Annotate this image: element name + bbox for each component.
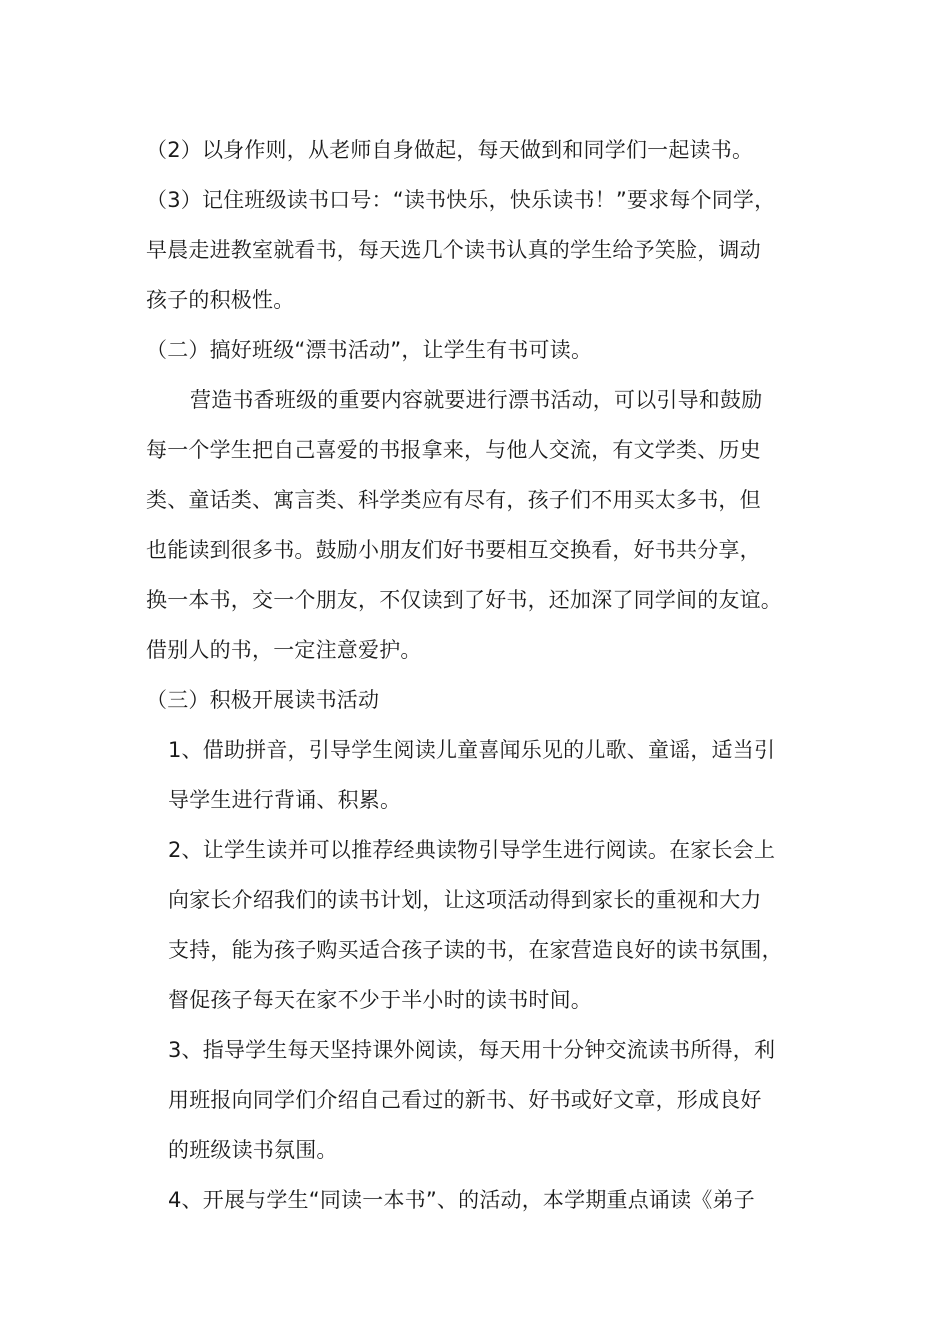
text-line: （3）记住班级读书口号：“读书快乐，快乐读书！”要求每个同学， [146,188,776,212]
list-item-line: 1、借助拼音，引导学生阅读儿童喜闻乐见的儿歌、童谣，适当引 [168,738,776,762]
list-item-line: 4、开展与学生“同读一本书”、的活动，本学期重点诵读《弟子 [168,1188,755,1212]
list-item-line: 用班报向同学们介绍自己看过的新书、好书或好文章，形成良好 [168,1088,762,1112]
text-line: 营造书香班级的重要内容就要进行漂书活动，可以引导和鼓励 [190,388,763,412]
section-heading: （二）搞好班级“漂书活动”，让学生有书可读。 [146,338,593,362]
list-item-line: 2、让学生读并可以推荐经典读物引导学生进行阅读。在家长会上 [168,838,776,862]
text-line: 每一个学生把自己喜爱的书报拿来，与他人交流，有文学类、历史 [146,438,761,462]
list-item-line: 向家长介绍我们的读书计划，让这项活动得到家长的重视和大力 [168,888,762,912]
list-item-line: 3、指导学生每天坚持课外阅读，每天用十分钟交流读书所得，利 [168,1038,776,1062]
text-line: 类、童话类、寓言类、科学类应有尽有，孩子们不用买太多书，但 [146,488,761,512]
list-item-line: 的班级读书氛围。 [168,1138,338,1162]
text-line: 早晨走进教室就看书，每天选几个读书认真的学生给予笑脸，调动 [146,238,761,262]
text-line: 孩子的积极性。 [146,288,295,312]
list-item-line: 督促孩子每天在家不少于半小时的读书时间。 [168,988,592,1012]
list-item-line: 支持，能为孩子购买适合孩子读的书，在家营造良好的读书氛围， [168,938,783,962]
text-line: 换一本书，交一个朋友，不仅读到了好书，还加深了同学间的友谊。 [146,588,782,612]
text-line: （2）以身作则，从老师自身做起，每天做到和同学们一起读书。 [146,138,754,162]
text-line: 借别人的书，一定注意爱护。 [146,638,422,662]
list-item-line: 导学生进行背诵、积累。 [168,788,402,812]
text-line: 也能读到很多书。鼓励小朋友们好书要相互交换看，好书共分享， [146,538,761,562]
section-heading: （三）积极开展读书活动 [146,688,380,712]
